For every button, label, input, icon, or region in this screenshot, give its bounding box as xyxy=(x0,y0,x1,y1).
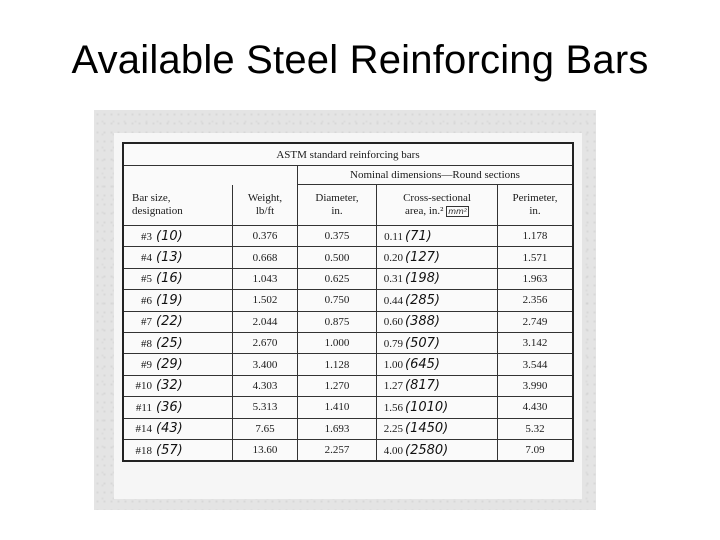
perimeter-cell: 2.356 xyxy=(498,290,574,311)
diameter-header: Diameter, in. xyxy=(298,185,377,226)
weight-cell: 0.376 xyxy=(233,226,298,247)
nominal-dimensions-header: Nominal dimensions—Round sections xyxy=(298,166,574,185)
perimeter-cell: 3.544 xyxy=(498,354,574,375)
table-row xyxy=(123,332,573,353)
weight-cell: 13.60 xyxy=(233,439,298,461)
table-row xyxy=(123,268,573,289)
weight-cell: 7.65 xyxy=(233,418,298,439)
bar-size-cell xyxy=(123,247,233,268)
weight-cell: 3.400 xyxy=(233,354,298,375)
diameter-cell: 0.875 xyxy=(298,311,377,332)
bar-size-cell xyxy=(123,290,233,311)
diameter-cell: 1.000 xyxy=(298,332,377,353)
bar-metric-size: (29) xyxy=(156,357,183,373)
area-value: 1.00 xyxy=(383,359,403,372)
bar-designation: #11 xyxy=(135,401,152,414)
bar-size-cell xyxy=(123,439,233,461)
bar-size-cell xyxy=(123,226,233,247)
bar-size-cell xyxy=(123,268,233,289)
area-cell xyxy=(377,354,498,375)
weight-cell: 1.502 xyxy=(233,290,298,311)
weight-cell: 2.670 xyxy=(233,332,298,353)
bar-metric-size: (13) xyxy=(156,250,183,266)
area-value: 0.20 xyxy=(383,252,403,265)
table-row xyxy=(123,290,573,311)
table-row xyxy=(123,439,573,461)
bar-metric-size: (22) xyxy=(156,314,183,330)
perimeter-cell: 3.990 xyxy=(498,375,574,396)
perimeter-cell: 1.963 xyxy=(498,268,574,289)
diameter-cell: 1.128 xyxy=(298,354,377,375)
diameter-cell: 0.750 xyxy=(298,290,377,311)
diameter-cell: 0.375 xyxy=(298,226,377,247)
weight-cell: 5.313 xyxy=(233,397,298,418)
bar-designation: #10 xyxy=(135,380,152,393)
bar-size-cell xyxy=(123,418,233,439)
perimeter-cell: 1.571 xyxy=(498,247,574,268)
table-row xyxy=(123,311,573,332)
area-metric-value: (2580) xyxy=(405,442,449,458)
area-header: Cross-sectional area, in.² mm² xyxy=(377,185,498,226)
table-row xyxy=(123,375,573,396)
table-row xyxy=(123,226,573,247)
area-cell xyxy=(377,439,498,461)
table-row xyxy=(123,247,573,268)
perimeter-cell: 1.178 xyxy=(498,226,574,247)
area-cell xyxy=(377,247,498,268)
area-value: 2.25 xyxy=(383,423,403,436)
perimeter-cell: 3.142 xyxy=(498,332,574,353)
area-metric-value: (198) xyxy=(405,271,440,287)
area-cell xyxy=(377,418,498,439)
diameter-cell: 0.500 xyxy=(298,247,377,268)
area-value: 4.00 xyxy=(383,444,403,457)
bar-metric-size: (25) xyxy=(156,335,183,351)
perimeter-cell: 4.430 xyxy=(498,397,574,418)
area-value: 1.56 xyxy=(383,401,403,414)
bar-designation: #14 xyxy=(135,423,152,436)
diameter-cell: 1.270 xyxy=(298,375,377,396)
slide-title: Available Steel Reinforcing Bars xyxy=(71,38,649,82)
bar-designation: #9 xyxy=(141,359,152,372)
weight-cell: 1.043 xyxy=(233,268,298,289)
diameter-cell: 0.625 xyxy=(298,268,377,289)
table-row xyxy=(123,418,573,439)
weight-cell: 4.303 xyxy=(233,375,298,396)
table-body xyxy=(123,226,573,462)
bar-metric-size: (32) xyxy=(156,378,183,394)
area-metric-value: (645) xyxy=(405,357,440,373)
table-caption: ASTM standard reinforcing bars xyxy=(123,143,573,166)
area-cell xyxy=(377,268,498,289)
area-cell xyxy=(377,332,498,353)
area-metric-value: (388) xyxy=(405,314,440,330)
area-value: 0.79 xyxy=(383,337,403,350)
area-cell xyxy=(377,226,498,247)
area-value: 1.27 xyxy=(383,380,403,393)
bar-metric-size: (10) xyxy=(156,228,183,244)
table-row xyxy=(123,397,573,418)
area-value: 0.60 xyxy=(383,316,403,329)
diameter-cell: 1.693 xyxy=(298,418,377,439)
area-metric-value: (1450) xyxy=(405,421,449,437)
metric-unit-note: mm² xyxy=(448,206,467,216)
area-cell xyxy=(377,375,498,396)
bar-size-cell xyxy=(123,354,233,375)
area-cell xyxy=(377,290,498,311)
table-row xyxy=(123,354,573,375)
bar-designation: #18 xyxy=(135,444,152,457)
reinforcing-bars-table xyxy=(122,142,574,462)
bar-metric-size: (43) xyxy=(156,421,183,437)
bar-designation: #7 xyxy=(141,316,152,329)
bar-designation: #8 xyxy=(141,337,152,350)
area-metric-value: (71) xyxy=(405,228,432,244)
area-value: 0.44 xyxy=(383,294,403,307)
area-metric-value: (285) xyxy=(405,292,440,308)
perimeter-cell: 2.749 xyxy=(498,311,574,332)
perimeter-header: Perimeter, in. xyxy=(498,185,574,226)
bar-size-cell xyxy=(123,397,233,418)
weight-cell: 0.668 xyxy=(233,247,298,268)
bar-size-cell xyxy=(123,311,233,332)
bar-size-cell xyxy=(123,375,233,396)
perimeter-cell: 7.09 xyxy=(498,439,574,461)
bar-metric-size: (36) xyxy=(156,399,183,415)
bar-metric-size: (19) xyxy=(156,292,183,308)
area-value: 0.31 xyxy=(383,273,403,286)
weight-cell: 2.044 xyxy=(233,311,298,332)
area-metric-value: (127) xyxy=(405,250,440,266)
bar-designation: #5 xyxy=(141,273,152,286)
area-cell xyxy=(377,397,498,418)
diameter-cell: 1.410 xyxy=(298,397,377,418)
bar-designation: #6 xyxy=(141,294,152,307)
area-metric-value: (1010) xyxy=(405,399,449,415)
area-metric-value: (507) xyxy=(405,335,440,351)
bar-size-header: Bar size, designation xyxy=(123,185,233,226)
bar-metric-size: (57) xyxy=(156,442,183,458)
area-metric-value: (817) xyxy=(405,378,440,394)
bar-size-cell xyxy=(123,332,233,353)
bar-designation: #3 xyxy=(141,230,152,243)
area-value: 0.11 xyxy=(384,230,403,243)
diameter-cell: 2.257 xyxy=(298,439,377,461)
weight-header: Weight, lb/ft xyxy=(233,185,298,226)
bar-designation: #4 xyxy=(141,252,152,265)
perimeter-cell: 5.32 xyxy=(498,418,574,439)
area-cell xyxy=(377,311,498,332)
bar-metric-size: (16) xyxy=(156,271,183,287)
blank-header-cell xyxy=(123,166,298,185)
